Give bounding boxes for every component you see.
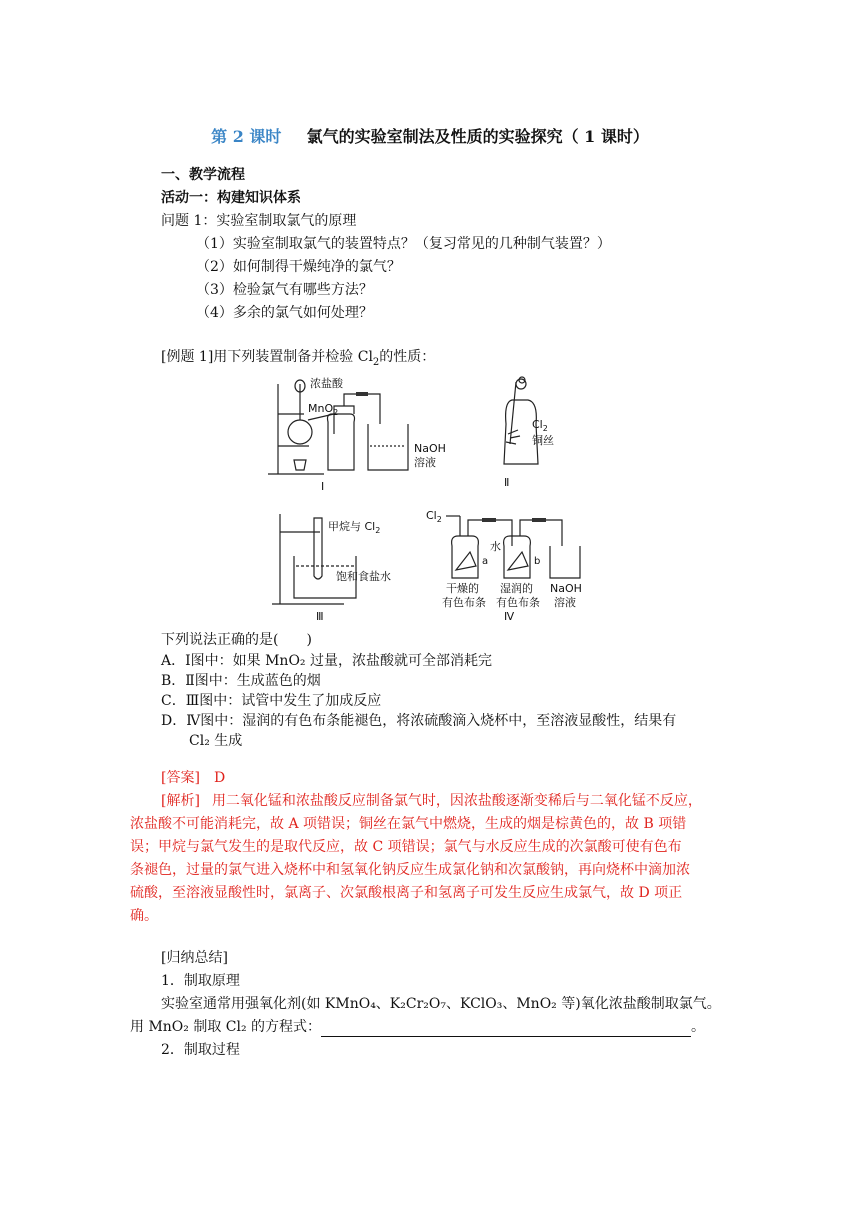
analysis-line-2: 浓盐酸不可能消耗完，故 A 项错误；铜丝在氯气中燃烧，生成的烟是棕黄色的，故 B 项错 [130, 816, 687, 832]
summary-text-2 [130, 1017, 705, 1037]
label-cl2-2-text: Cl [532, 418, 543, 431]
question-item: （1）实验室制取氯气的装置特点？（复习常见的几种制气装置？） [196, 236, 611, 252]
analysis-line-6: 确。 [130, 908, 158, 924]
lesson-number: 第 2 课时 [211, 127, 282, 146]
analysis-text: 用二氧化锰和浓盐酸反应制备氯气时，因浓盐酸逐渐变稀后与二氧化锰不反应， [211, 793, 702, 809]
question-item: （3）检验氯气有哪些方法？ [196, 282, 373, 298]
summary-point-1: 1．制取原理 [161, 973, 240, 989]
summary-text-1: 实验室通常用强氧化剂(如 KMnO₄、K₂Cr₂O₇、KClO₃、MnO₂ 等)氧化浓盐酸制取氯气。 [161, 996, 721, 1012]
label-solution-4: 溶液 [554, 596, 576, 609]
option-b: B．Ⅱ图中：生成蓝色的烟 [161, 673, 321, 689]
analysis-line-3: 误；甲烷与氯气发生的是取代反应，故 C 项错误；氯气与水反应生成的次氯酸可使有色布 [130, 839, 682, 855]
lesson-title [0, 124, 860, 147]
label-conc-hcl: 浓盐酸 [310, 377, 343, 390]
answer-label: [答案] [161, 770, 200, 786]
section-heading: 一、教学流程 [161, 167, 245, 183]
label-naoh-4: NaOH [550, 582, 582, 595]
option-c: C．Ⅲ图中：试管中发生了加成反应 [161, 693, 382, 709]
label-mno2-text: MnO [308, 402, 334, 415]
example-stem [161, 347, 435, 367]
label-methane-cl2 [328, 519, 380, 535]
question-item: （4）多余的氯气如何处理？ [196, 305, 373, 321]
label-naoh-1: NaOH [414, 442, 446, 455]
answer-value: D [213, 770, 226, 786]
apparatus-figure-2 [486, 374, 596, 492]
label-water: 水 [490, 540, 501, 553]
label-dry-1: 干燥的 [446, 582, 479, 595]
equation-blank[interactable] [321, 1022, 691, 1037]
figure-4-roman: Ⅳ [504, 610, 515, 623]
apparatus-figure-1 [264, 374, 454, 492]
question-label: 问题 1：实验室制取氯气的原理 [161, 213, 357, 229]
answer-line [161, 768, 225, 788]
option-a: A．Ⅰ图中：如果 MnO₂ 过量，浓盐酸就可全部消耗完 [161, 653, 492, 669]
equation-prompt: 用 MnO₂ 制取 Cl₂ 的方程式： [130, 1019, 322, 1035]
equation-end: 。 [691, 1019, 706, 1035]
label-methane-sub: 2 [375, 526, 381, 535]
lesson-topic: 氯气的实验室制法及性质的实验探究（ 1 课时） [306, 127, 649, 146]
label-cl2-2 [532, 418, 548, 433]
figure-2-roman: Ⅱ [504, 476, 510, 489]
analysis-line-5: 硫酸，至溶液显酸性时，氯离子、次氯酸根离子和氢离子可发生反应生成氯气，故 D 项正 [130, 885, 683, 901]
question-prompt: 下列说法正确的是( ) [161, 632, 312, 648]
example-stem-text: [例题 1]用下列装置制备并检验 Cl [161, 349, 373, 365]
example-stem-sub: 2 [372, 356, 380, 368]
label-cl2-4 [426, 509, 442, 524]
label-cl2-4-text: Cl [426, 509, 437, 522]
summary-point-2: 2．制取过程 [161, 1042, 240, 1058]
apparatus-figure-4 [424, 506, 594, 624]
analysis-line-4: 条褪色，过量的氯气进入烧杯中和氢氧化钠反应生成氯化钠和次氯酸钠，再向烧杯中滴加浓 [130, 862, 690, 878]
analysis-line-1 [161, 791, 702, 811]
label-b: b [534, 556, 541, 567]
analysis-label: [解析] [161, 793, 200, 809]
option-d-continued: Cl₂ 生成 [189, 733, 243, 749]
apparatus-figure-3 [268, 506, 418, 624]
label-copper-wire: 铜丝 [532, 434, 554, 447]
label-wet-1: 湿润的 [500, 582, 533, 595]
figure-1-roman: Ⅰ [321, 480, 325, 492]
figure-3-roman: Ⅲ [316, 610, 324, 623]
label-a: a [482, 556, 489, 567]
label-mno2 [308, 402, 338, 417]
label-mno2-sub: 2 [333, 408, 339, 417]
label-wet-2: 有色布条 [496, 596, 540, 609]
label-cl2-4-sub: 2 [436, 515, 442, 524]
label-solution-1: 溶液 [414, 456, 436, 469]
label-brine: 饱和食盐水 [336, 570, 391, 583]
label-cl2-2-sub: 2 [542, 424, 548, 433]
label-dry-2: 有色布条 [442, 596, 486, 609]
example-stem-suffix: 的性质： [379, 349, 436, 365]
summary-label: [归纳总结] [161, 950, 228, 966]
activity-heading: 活动一：构建知识体系 [161, 190, 301, 206]
question-item: （2）如何制得干燥纯净的氯气？ [196, 259, 401, 275]
label-methane-text: 甲烷与 Cl [328, 520, 376, 533]
option-d: D．Ⅳ图中：湿润的有色布条能褪色，将浓硫酸滴入烧杯中，至溶液显酸性，结果有 [161, 713, 677, 729]
